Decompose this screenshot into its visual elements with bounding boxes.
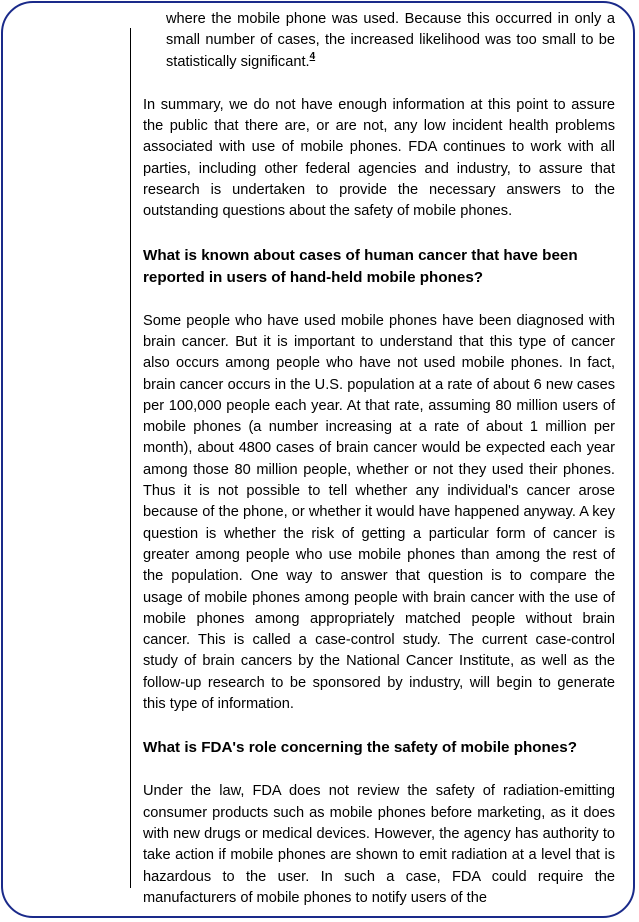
- section-heading-fda-role: What is FDA's role concerning the safety of mobile phones?: [143, 739, 577, 757]
- margin-rule: [130, 28, 131, 888]
- section-body-human-cancer: Some people who have used mobile phones have been diagnosed with brain cancer. But it is important to understand that this type of cancer also occurs among people who have not used mobile phones. In fact, brain cancer occurs in the U.S. population at a rate of about 6 new cases per 100,000 people each year. At that rate, assuming 80 million users of mobile phones (a number increasing at a rate of about 1 million per month), about 4800 cases of brain cancer would be expected each year among those 80 million people, whether or not they used their phones. Thus it is not possible to tell whether any individual's cancer arose because of the phone, or whether it would have happened anyway. A key question is whether the risk of getting a particular form of cancer is greater among people who use mobile phones than among the rest of the population. One way to answer that question is to compare the usage of mobile phones among people with brain cancer with the use of mobile phones among appropriately matched people without brain cancer. This is called a case-control study. The current case-control study of brain cancers by the National Cancer Institute, as well as the follow-up research to be sponsored by industry, will begin to generate this type of information.: [143, 312, 615, 713]
- document-body: [143, 9, 615, 909]
- section-heading-human-cancer: What is known about cases of human cancer that have been reported in users of hand-held mobile phones?: [143, 246, 578, 286]
- summary-paragraph: In summary, we do not have enough information at this point to assure the public that there are, or are not, any low incident health problems associated with use of mobile phones. FDA continues to work with all parties, including other federal agencies and industry, to assure that research is undertaken to provide the necessary answers to the outstanding questions about the safety of mobile phones.: [143, 96, 615, 220]
- continuation-text: where the mobile phone was used. Because this occurred in only a small number of cases, the increased likelihood was too small to be statistically significant.: [166, 11, 615, 70]
- section-body-fda-role: Under the law, FDA does not review the safety of radiation-emitting consumer products such as mobile phones before marketing, as it does with new drugs or medical devices. However, the agency has authority to take action if mobile phones are shown to emit radiation at a level that is hazardous to the user. In such a case, FDA could require the manufacturers of mobile phones to notify users of the: [143, 783, 615, 906]
- footnote-link-4[interactable]: 4: [309, 50, 316, 62]
- continuation-paragraph: [166, 9, 615, 73]
